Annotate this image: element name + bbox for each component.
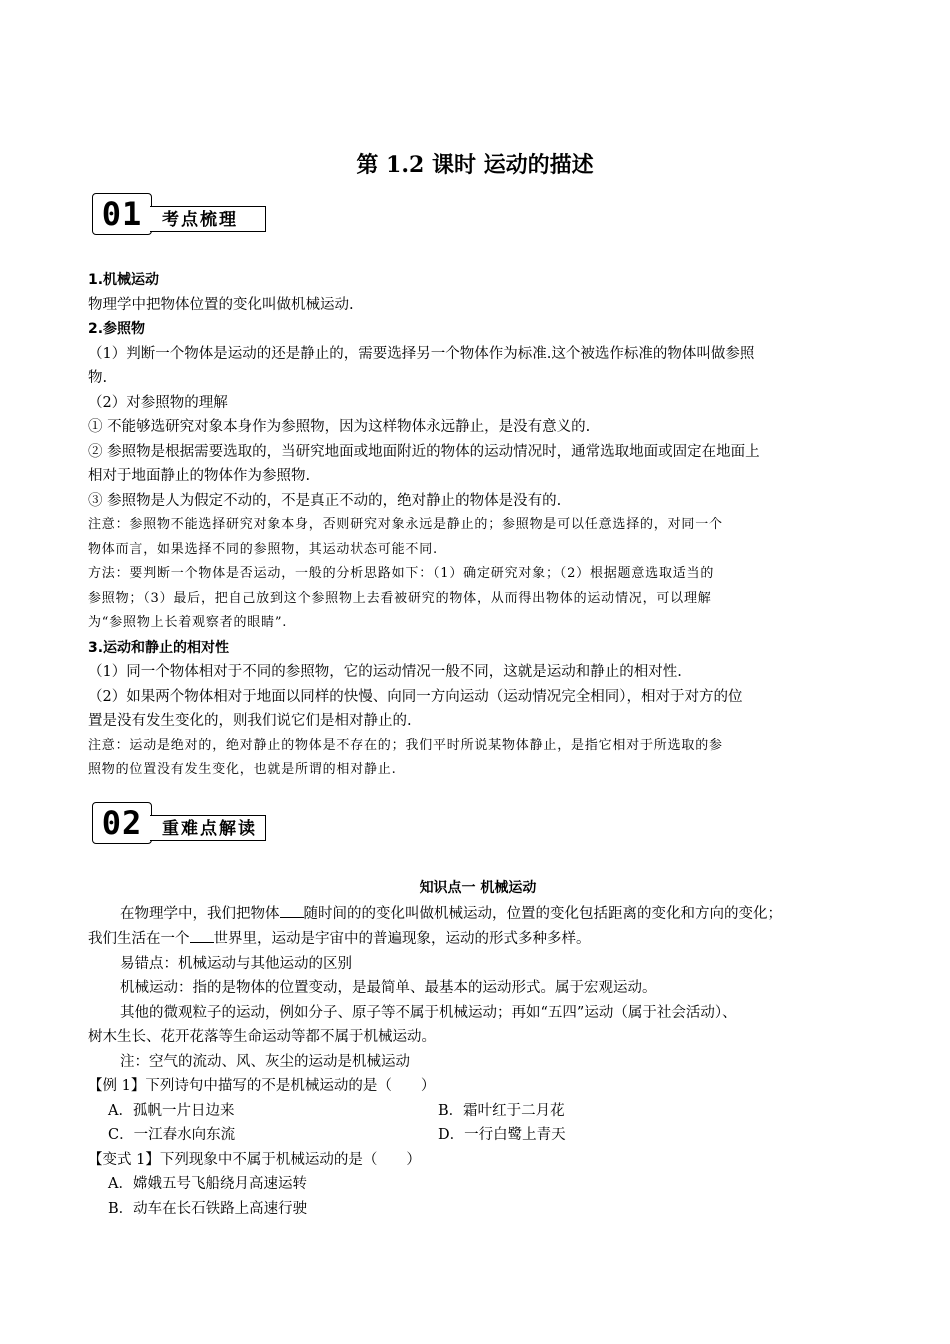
text: 我们生活在一个 — [88, 931, 190, 947]
blank-line[interactable] — [190, 926, 214, 943]
section-badge-2 — [92, 802, 268, 844]
fill-blank-paragraph — [88, 926, 868, 952]
text: 在物理学中，我们把物体 — [120, 905, 280, 922]
paragraph: （1）判断一个物体是运动的还是静止的，需要选择另一个物体作为标准.这个被选作标准的物体叫做参照 — [88, 345, 755, 362]
option-b[interactable]: B．霜叶红于二月花 — [438, 1102, 565, 1119]
option-d[interactable]: D．一行白鹭上青天 — [438, 1127, 566, 1143]
option-c[interactable]: C．一江春水向东流 — [108, 1127, 236, 1143]
paragraph: （2）如果两个物体相对于地面以同样的快慢、向同一方向运动（运动情况完全相同），相对于对方的位 — [88, 688, 743, 705]
paragraph: ③ 参照物是人为假定不动的，不是真正不动的，绝对静止的物体是没有的. — [88, 492, 562, 509]
options-row — [88, 1099, 868, 1124]
paragraph: ② 参照物是根据需要选取的，当研究地面或地面附近的物体的运动情况时，通常选取地面或固定在地面上 — [88, 443, 760, 460]
paragraph: 树木生长、花开花落等生命运动等都不属于机械运动。 — [88, 1029, 436, 1045]
text: 随时间的的变化叫做机械运动，位置的变化包括距离的变化和方向的变化； — [303, 905, 782, 922]
page-title: 第 1.2 课时 运动的描述 — [356, 152, 594, 178]
heading-relativity: 3.运动和静止的相对性 — [88, 639, 230, 656]
heading-reference-object: 2.参照物 — [88, 321, 146, 337]
method-note: 为“参照物上长着观察者的眼睛”. — [88, 615, 288, 630]
option-a[interactable]: A．孤帆一片日边来 — [108, 1102, 235, 1119]
option-b[interactable]: B．动车在长石铁路上高速行驶 — [108, 1200, 308, 1217]
method-note: 参照物；（3）最后，把自己放到这个参照物上去看被研究的物体，从而得出物体的运动情况，可以理解 — [88, 590, 712, 606]
paragraph: 其他的微观粒子的运动，例如分子、原子等不属于机械运动；再如“五四”运动（属于社会活动）、 — [120, 1004, 737, 1021]
heading-mechanical-motion: 1.机械运动 — [88, 272, 160, 288]
paragraph: 置是没有发生变化的，则我们说它们是相对静止的. — [88, 713, 412, 729]
note: 照物的位置没有发生变化，也就是所谓的相对静止. — [88, 762, 397, 777]
blank-line[interactable] — [280, 901, 304, 918]
paragraph: 机械运动：指的是物体的位置变动，是最简单、最基本的运动形式。属于宏观运动。 — [120, 980, 657, 996]
knowledge-point-heading: 知识点一 机械运动 — [419, 880, 537, 896]
note: 物体而言，如果选择不同的参照物，其运动状态可能不同. — [88, 541, 438, 557]
fill-blank-paragraph — [88, 901, 868, 927]
note: 注意：运动是绝对的，绝对静止的物体是不存在的；我们平时所说某物体静止，是指它相对于所选取的参 — [88, 737, 723, 753]
paragraph: （2）对参照物的理解 — [88, 394, 228, 411]
method-note: 方法：要判断一个物体是否运动，一般的分析思路如下：（1）确定研究对象；（2）根据题意选取适当的 — [88, 566, 715, 581]
paragraph: 物理学中把物体位置的变化叫做机械运动. — [88, 296, 354, 313]
section-1-content — [88, 268, 868, 783]
option-a[interactable]: A．嫦娥五号飞船绕月高速运转 — [108, 1176, 307, 1192]
paragraph: ① 不能够选研究对象本身作为参照物，因为这样物体永远静止，是没有意义的. — [88, 419, 591, 435]
section-label: 重难点解读 — [150, 815, 266, 841]
options-row — [88, 1123, 868, 1148]
paragraph: 相对于地面静止的物体作为参照物. — [88, 468, 311, 484]
paragraph: 物. — [88, 370, 108, 386]
section-2-content — [88, 876, 868, 1221]
paragraph: 注：空气的流动、风、灰尘的运动是机械运动 — [120, 1053, 410, 1070]
section-label: 考点梳理 — [150, 206, 266, 232]
section-badge-1 — [92, 193, 268, 235]
text: 世界里，运动是宇宙中的普遍现象，运动的形式多种多样。 — [213, 931, 591, 947]
example-question: 【例 1】下列诗句中描写的不是机械运动的是（ ） — [88, 1078, 436, 1094]
options-row — [88, 1172, 868, 1197]
section-number: 01 — [92, 193, 152, 235]
variant-question: 【变式 1】下列现象中不属于机械运动的是（ ） — [88, 1151, 421, 1168]
paragraph: （1）同一个物体相对于不同的参照物，它的运动情况一般不同，这就是运动和静止的相对性. — [88, 664, 682, 680]
options-row — [88, 1197, 868, 1222]
paragraph: 易错点：机械运动与其他运动的区别 — [120, 955, 352, 972]
note: 注意：参照物不能选择研究对象本身，否则研究对象永远是静止的；参照物是可以任意选择的，对同一个 — [88, 517, 723, 532]
section-number: 02 — [92, 802, 152, 844]
